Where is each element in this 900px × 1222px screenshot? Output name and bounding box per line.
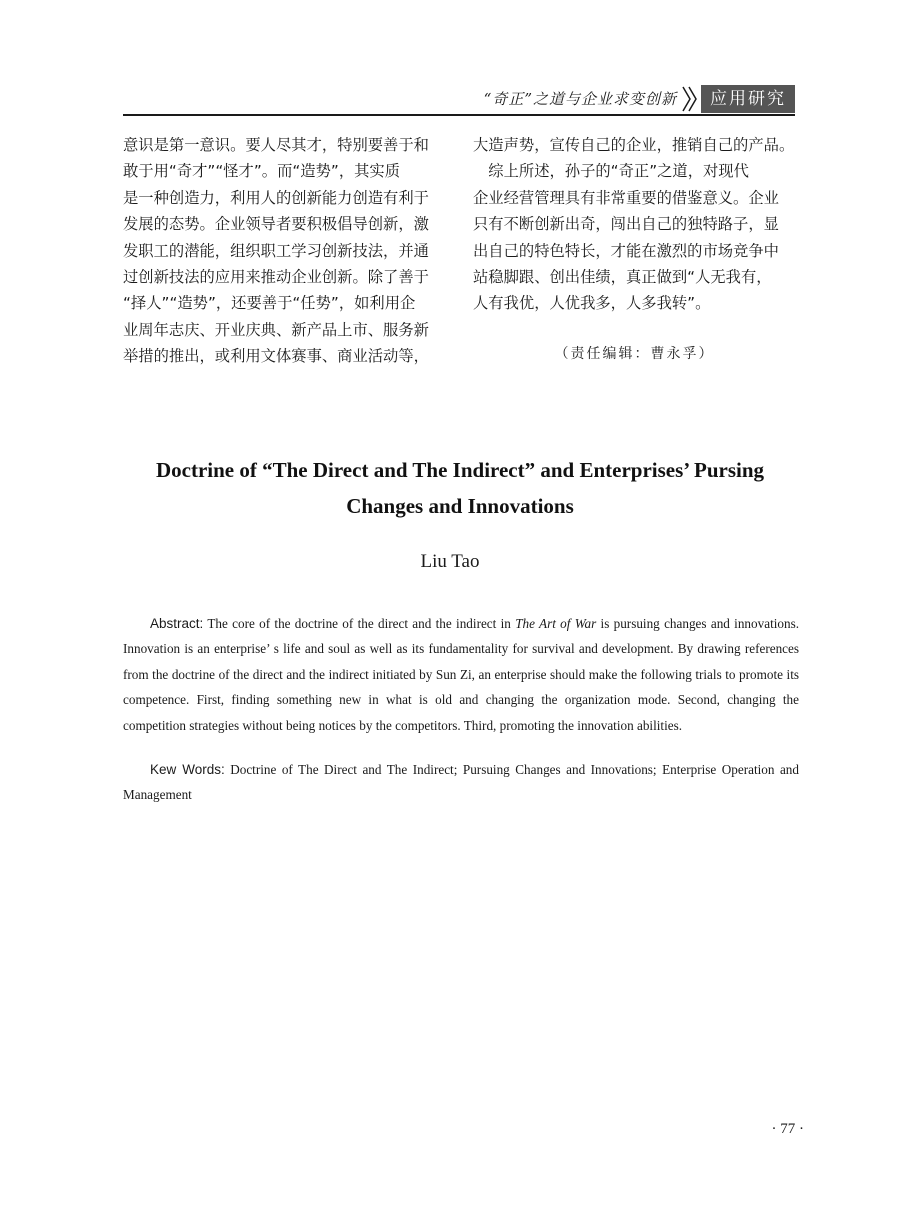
header-rule	[123, 114, 795, 116]
body-line: 大造声势，宣传自己的企业，推销自己的产品。	[473, 136, 795, 154]
running-header	[123, 82, 795, 116]
body-line: 人有我优，人优我多，人多我转”。	[473, 294, 711, 313]
author-name: Liu Tao	[420, 551, 480, 572]
body-column-left	[123, 132, 448, 370]
body-line: 综上所述，孙子的“奇正”之道，对现代	[473, 162, 749, 181]
keywords	[123, 757, 799, 807]
body-line: 发展的态势。企业领导者要积极倡导创新，激	[123, 215, 429, 234]
section-tag: 应用研究	[701, 85, 795, 113]
body-line: 站稳脚跟、创出佳绩，真正做到“人无我有，	[473, 268, 772, 287]
body-line: 是一种创造力，利用人的创新能力创造有利于	[123, 188, 429, 207]
body-line: “择人”“造势”，还要善于“任势”，如利用企	[123, 294, 416, 313]
body-column-right	[473, 132, 796, 317]
abstract	[123, 611, 799, 738]
double-chevron-icon	[681, 85, 699, 113]
abstract-text: is pursuing changes and innovations. Innovation is an enterprise’ s life and soul as well as its fundamentality for survival and development. By drawing references from the doctrine of the direct and the indirect initiated by Sun Zi, an enterprise should make the following trials to promote its competence. First, finding something new in what is old and changing the organization mode. Second, changing the competition strategies without being notices by the competitors. Third, promoting the innovation abilities.	[123, 616, 800, 733]
body-line: 过创新技法的应用来推动企业创新。除了善于	[123, 268, 429, 287]
page-number: · 77 ·	[771, 1121, 804, 1137]
body-line: 出自己的特色特长，才能在激烈的市场竞争中	[473, 241, 779, 260]
running-header-title: “奇正”之道与企业求变创新	[483, 90, 677, 108]
editor-note: （责任编辑：曹永孚）	[554, 346, 715, 362]
abstract-label: Abstract:	[150, 616, 204, 631]
keywords-label: Kew Words:	[150, 762, 225, 777]
body-line: 发职工的潜能，组织职工学习创新技法，并通	[123, 241, 429, 260]
body-line: 敢于用“奇才”“怪才”。而“造势”，其实质	[123, 162, 401, 181]
abstract-text: The core of the doctrine of the direct and the indirect in	[203, 616, 516, 631]
body-line: 业周年志庆、开业庆典、新产品上市、服务新	[123, 320, 429, 339]
body-line: 只有不断创新出奇，闯出自己的独特路子，显	[473, 215, 779, 234]
keywords-text: Doctrine of The Direct and The Indirect; Pursuing Changes and Innovations; Enterprise Operation and Management	[123, 762, 799, 802]
english-title-line: Doctrine of “The Direct and The Indirect” and Enterprises’ Pursing	[155, 458, 764, 482]
abstract-book-title: The Art of War	[515, 616, 597, 631]
english-title-line: Changes and Innovations	[346, 494, 574, 518]
body-line: 意识是第一意识。要人尽其才，特别要善于和	[123, 136, 429, 154]
body-line: 举措的推出，或利用文体赛事、商业活动等，	[123, 347, 429, 366]
body-line: 企业经营管理具有非常重要的借鉴意义。企业	[473, 188, 779, 207]
english-title	[90, 452, 830, 524]
